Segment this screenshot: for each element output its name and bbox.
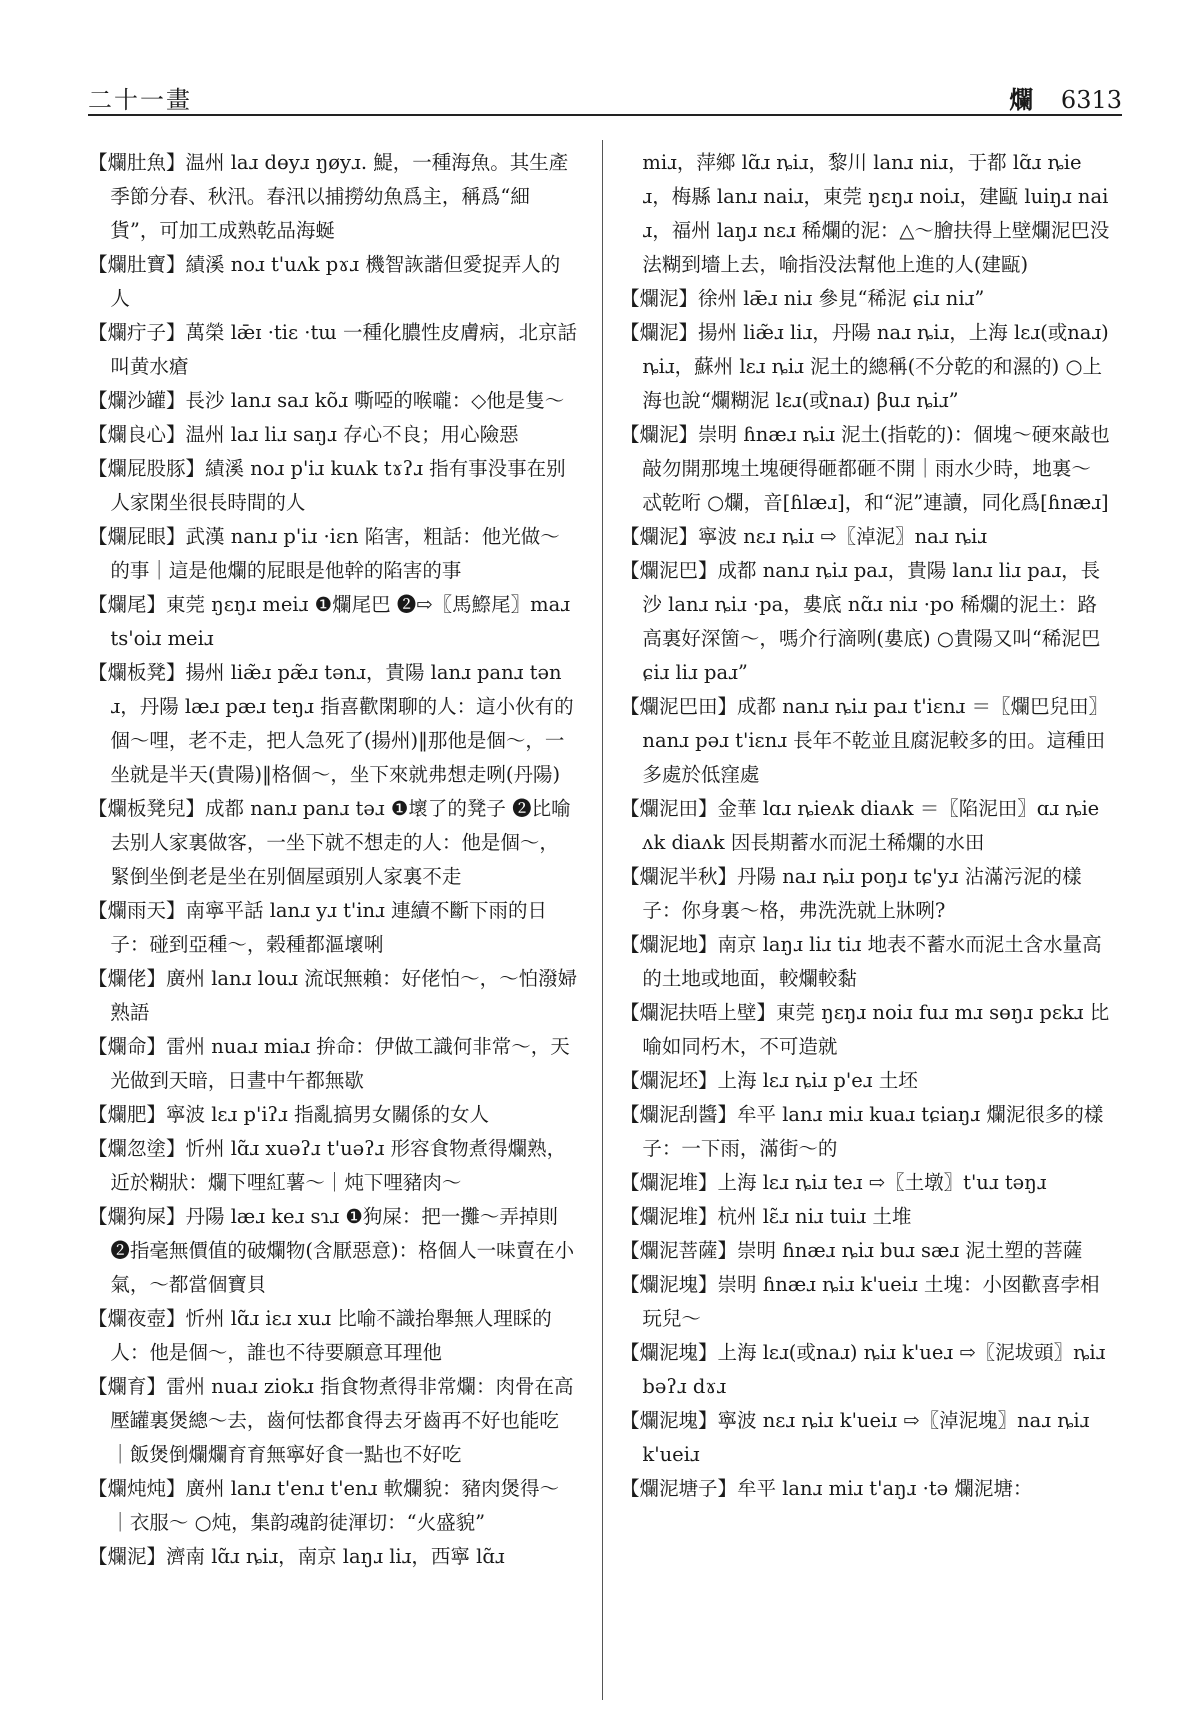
dictionary-entry: 【爛狗屎】丹陽 læɹ keɹ sɿɹ ❶狗屎：把一攤～弄掉則 ❷指毫無價值的破爛物(含厭惡意)：格個人一味賣在小氣，～都當個寶貝 — [88, 1205, 575, 1296]
dictionary-entry: 【爛肥】寧波 lɛɹ p'iʔɹ 指亂搞男女關係的女人 — [88, 1103, 490, 1126]
dictionary-entry: 【爛泥菩薩】崇明 ɦnæɹ ȵiɹ buɹ sæɹ 泥土塑的菩薩 — [620, 1239, 1083, 1262]
dictionary-entry: 【爛泥刮醬】牟平 lanɹ miɹ kuaɹ tɕiaŋɹ 爛泥很多的樣子：一下雨，滿街～的 — [620, 1103, 1104, 1160]
dictionary-entry: 【爛屁股豚】績溪 noɹ p'iɹ kuʌk tɤʔɹ 指有事没事在别人家閑坐很長時間的人 — [88, 457, 566, 514]
dictionary-entry: 【爛炖炖】廣州 lanɹ t'enɹ t'enɹ 軟爛貌：豬肉煲得～｜衣服～ ○炖，集韵魂韵徒渾切：“火盛貌” — [88, 1477, 560, 1534]
dictionary-entry: 【爛命】雷州 nuaɹ miaɹ 拚命：伊做工識何非常～，天光做到天暗，日晝中午都無歇 — [88, 1035, 570, 1092]
dictionary-entry: 【爛泥扶唔上壁】東莞 ŋɛŋɹ noiɹ fuɹ mɹ sɵŋɹ pɛkɹ 比喻如同朽木，不可造就 — [620, 1001, 1110, 1058]
section-title: 二十一畫 — [88, 86, 192, 114]
dictionary-entry: 【爛夜壺】忻州 lɑ̃ɹ iɛɹ xuɹ 比喻不識抬舉無人理睬的人：他是個～，誰也不待要願意耳理他 — [88, 1307, 552, 1364]
dictionary-entry: 【爛泥田】金華 lɑɹ ȵieʌk diaʌk ＝〖陷泥田〗ɑɹ ȵieʌk diaʌk 因長期蓄水而泥土稀爛的水田 — [620, 797, 1100, 854]
page-header — [88, 78, 1122, 116]
dictionary-entry: 【爛泥堆】杭州 lɛ̃ɹ niɹ tuiɹ 土堆 — [620, 1205, 912, 1228]
dictionary-entry: 【爛泥塘子】牟平 lanɹ miɹ t'aŋɹ ·tə 爛泥塘： — [620, 1477, 1033, 1500]
dictionary-entry: 【爛泥巴】成都 nanɹ ȵiɹ paɹ，貴陽 lanɹ liɹ paɹ，長沙 lanɹ ȵiɹ ·pa，婁底 nɑ̃ɹ niɹ ·po 稀爛的泥土：路高裏好深箇～，嗎介行滴咧(婁底) ○貴陽又叫“稀泥巴 ɕiɹ liɹ paɹ” — [620, 559, 1101, 684]
left-column — [88, 146, 578, 1574]
dictionary-entry: 【爛泥】崇明 ɦnæɹ ȵiɹ 泥土(指乾的)：個塊～硬來敲也敲勿開那塊土塊硬得砸都砸不開｜雨水少時，地裏～忒乾哘 ○爛，音[ɦlæɹ]，和“泥”連讀，同化爲[ɦnæɹ] — [620, 423, 1110, 514]
dictionary-entry: 【爛泥塊】崇明 ɦnæɹ ȵiɹ k'ueiɹ 土塊：小囡歡喜孛相玩兒～ — [620, 1273, 1100, 1330]
dictionary-entry: 【爛育】雷州 nuaɹ ziokɹ 指食物煮得非常爛：肉骨在高壓罐裏煲總～去，齒何怯都食得去牙齒再不好也能吃｜飯煲倒爛爛育育無寧好食一點也不好吃 — [88, 1375, 574, 1466]
dictionary-entry: 【爛泥】徐州 lǣɹ niɹ 參見“稀泥 ɕiɹ niɹ” — [620, 287, 985, 310]
dictionary-entry: 【爛泥堆】上海 lɛɹ ȵiɹ teɹ ⇨〖土墩〗t'uɹ təŋɹ — [620, 1171, 1047, 1194]
column-divider — [602, 140, 603, 1700]
dictionary-entry: 【爛雨天】南寧平話 lanɹ yɹ t'inɹ 連續不斷下雨的日子：碰到亞種～，榖種都漚壞唎 — [88, 899, 548, 956]
dictionary-entry: 【爛泥】濟南 lɑ̃ɹ ȵiɹ，南京 laŋɹ liɹ，西寧 lɑ̃ɹ — [88, 1545, 505, 1568]
dictionary-entry: 【爛沙罐】長沙 lanɹ saɹ kõɹ 嘶啞的喉嚨：◇他是隻～ — [88, 389, 565, 412]
right-column — [620, 146, 1110, 1506]
dictionary-entry: 【爛佬】廣州 lanɹ louɹ 流氓無賴：好佬怕～，～怕潑婦熟語 — [88, 967, 578, 1024]
dictionary-entry: 【爛尾】東莞 ŋɛŋɹ meiɹ ❶爛尾巴 ❷⇨〖馬鰶尾〗maɹ ts'oiɹ meiɹ — [88, 593, 571, 650]
dictionary-entry: 【爛泥塊】上海 lɛɹ(或naɹ) ȵiɹ k'ueɹ ⇨〖泥坺頭〗ȵiɹ bəʔɹ dɤɹ — [620, 1341, 1106, 1398]
dictionary-entry: 【爛泥半秋】丹陽 naɹ ȵiɹ poŋɹ tɕ'yɹ 沾滿污泥的樣子：你身裏～格，弗洗洗就上牀咧? — [620, 865, 1082, 922]
dictionary-entry: 【爛忽塗】忻州 lɑ̃ɹ xuəʔɹ t'uəʔɹ 形容食物煮得爛熟，近於糊狀：爛下哩紅薯～｜炖下哩豬肉～ — [88, 1137, 567, 1194]
dictionary-entry: 【爛肚魚】温州 laɹ dɵyɹ ŋøyɹ. 鯷，一種海魚。其生產季節分春、秋汛。春汛以捕撈幼魚爲主，稱爲“細貨”，可加工成熟乾品海蜒 — [88, 151, 569, 242]
dictionary-entry: 【爛肚寶】績溪 noɹ t'uʌk pɤɹ 機智詼諧但愛捉弄人的人 — [88, 253, 561, 310]
dictionary-entry: 【爛泥地】南京 laŋɹ liɹ tiɹ 地表不蓄水而泥土含水量高的土地或地面，較爛較黏 — [620, 933, 1102, 990]
dictionary-entry: 【爛疔子】萬榮 lǣɪ ·tiɛ ·tɯ 一種化膿性皮膚病，北京話叫黄水瘡 — [88, 321, 577, 378]
dictionary-entry: 【爛良心】温州 laɹ liɹ saŋɹ 存心不良；用心險惡 — [88, 423, 519, 446]
dictionary-entry: 【爛泥坯】上海 lɛɹ ȵiɹ p'eɹ 土坯 — [620, 1069, 918, 1092]
page-number: 6313 — [1060, 86, 1122, 114]
dictionary-entry: 【爛板凳兒】成都 nanɹ panɹ təɹ ❶壞了的凳子 ❷比喻去别人家裏做客，一坐下就不想走的人：他是個～，緊倒坐倒老是坐在别個屋頭别人家裏不走 — [88, 797, 571, 888]
dictionary-entry: 【爛屁眼】武漢 nanɹ p'iɹ ·iɛn 陷害，粗話：他光做～的事｜這是他爛的屁眼是他幹的陷害的事 — [88, 525, 560, 582]
dictionary-entry: 【爛泥】揚州 liæ̃ɹ liɹ，丹陽 naɹ ȵiɹ，上海 lɛɹ(或naɹ) ȵiɹ，蘇州 lɛɹ ȵiɹ 泥土的總稱(不分乾的和濕的) ○上海也說“爛糊泥 lɛɹ(或naɹ) βuɹ ȵiɹ” — [620, 321, 1109, 412]
header-right — [1009, 80, 1122, 115]
header-character: 爛 — [1009, 85, 1034, 114]
dictionary-entry: 【爛泥巴田】成都 nanɹ ȵiɹ paɹ t'iɛnɹ ＝〖爛巴兒田〗nanɹ pəɹ t'iɛnɹ 長年不乾並且腐泥較多的田。這種田多處於低窪處 — [620, 695, 1108, 786]
dictionary-entry: 【爛泥塊】寧波 nɛɹ ȵiɹ k'ueiɹ ⇨〖淖泥塊〗naɹ ȵiɹ k'ueiɹ — [620, 1409, 1090, 1466]
dictionary-entry: 【爛泥】寧波 nɛɹ ȵiɹ ⇨〖淖泥〗naɹ ȵiɹ — [620, 525, 987, 548]
dictionary-entry: miɹ，萍鄉 lɑ̃ɹ ȵiɹ，黎川 lanɹ niɹ，于都 lɑ̃ɹ ȵieɹ，梅縣 lanɹ naiɹ，東莞 ŋɛŋɹ noiɹ，建甌 luiŋɹ naiɹ，福州 laŋɹ nɛɹ 稀爛的泥：△～膾扶得上壁爛泥巴没法糊到墻上去，喻指没法幫他上進的人(建甌) — [642, 151, 1110, 276]
dictionary-entry: 【爛板凳】揚州 liæ̃ɹ pæ̃ɹ tənɹ，貴陽 lanɹ panɹ tənɹ，丹陽 læɹ pæɹ teŋɹ 指喜歡閑聊的人：這小伙有的個～哩，老不走，把人急死了(揚州)‖那他是個～，一坐就是半天(貴陽)‖格個～，坐下來就弗想走咧(丹陽) — [88, 661, 574, 786]
